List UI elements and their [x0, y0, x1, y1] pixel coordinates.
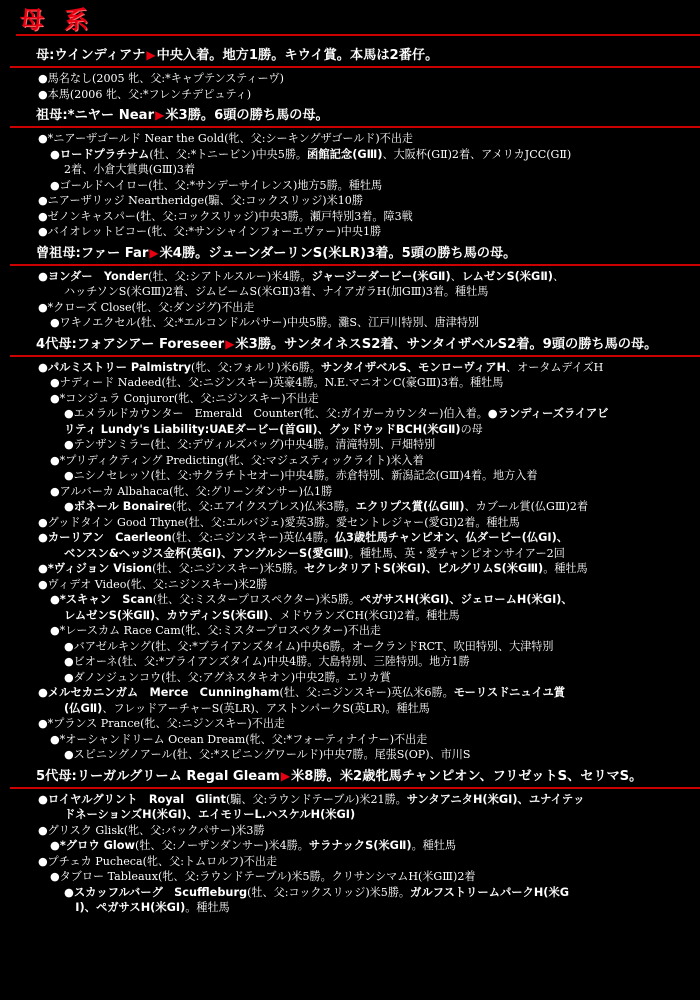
entry-text: ●タブロー Tableaux(牝、父:ラウンドテーブル)米5勝。クリサンシマムH(米GⅢ)2着 — [50, 870, 476, 883]
entry-text: ●バイオレットビコー(牝、父:*サンシャインフォーエヴァー)中央1勝 — [38, 225, 382, 238]
entry-text: ●*プランス Prance(牝、父:ニジンスキー)不出走 — [38, 717, 286, 730]
pedigree-entry — [24, 131, 692, 147]
pedigree-entry — [24, 193, 692, 209]
entry-highlight-text: 仏3歳牡馬チャンピオン、仏ダービー(仏GⅠ)、 — [334, 531, 569, 544]
entry-text: ●本馬(2006 牝、父:*フレンチデピュティ) — [38, 87, 252, 101]
entry-highlight-text: サンタアニタH(米GⅠ)、ユナイテッ — [406, 792, 585, 806]
generation-dam-name: 母:ウインディアナ — [36, 48, 146, 63]
section-divider — [10, 264, 700, 266]
pedigree-entry — [24, 869, 692, 885]
entry-text: ●アルバーカ Albahaca(牝、父:グリーンダンサー)仏1勝 — [50, 484, 333, 498]
pedigree-entry — [24, 670, 692, 686]
entry-text: ●ゼノンキャスパー(牡、父:コックスリッジ)中央3勝。瀬戸特別3着。障3戦 — [38, 209, 413, 223]
section-divider — [10, 355, 700, 357]
entry-text: 、メドウランズCH(米GⅠ)2着。種牡馬 — [268, 608, 460, 622]
entry-highlight-text: サンタイザベルS、モンローヴィアH — [320, 360, 507, 374]
maternal-line-content — [24, 42, 692, 916]
pedigree-entry — [24, 87, 692, 103]
entry-text: ●スピニングノアール(牡、父:*スピニングワールド)中央7勝。尾張S(OP)、市川S — [64, 748, 471, 761]
pedigree-entry — [24, 437, 692, 453]
pedigree-entry — [24, 732, 692, 748]
entry-text: 。種牡馬、英・愛チャンピオンサイアー2回 — [348, 546, 565, 560]
pedigree-entry — [24, 360, 692, 376]
entry-highlight-text: ●*スキャン Scan — [50, 593, 153, 606]
entry-text: (牡、父:シアトルスルー)米4勝。 — [148, 269, 312, 283]
pedigree-entry — [24, 885, 692, 901]
entry-highlight-text: ●*グロウ Glow — [50, 839, 135, 852]
pedigree-entry — [24, 422, 692, 438]
entry-text: ●エメラルドカウンター Emerald Counter(牝、父:ガイガーカウンター)伯入着。 — [64, 407, 488, 420]
pedigree-entry — [24, 391, 692, 407]
pedigree-entry — [24, 716, 692, 732]
entry-highlight-text: ●パルミストリー Palmistry — [38, 360, 192, 374]
entry-highlight-text: レムゼンS(米GⅡ) — [461, 269, 553, 283]
entry-text: ●テンザンミラー(牡、父:デヴィルズバッグ)中央4勝。清滝特別、戸畑特別 — [64, 438, 436, 451]
entry-text: (牡、父:*トニービン)中央5勝。 — [149, 147, 308, 161]
arrow-right-icon: ▶ — [280, 768, 291, 783]
pedigree-entry — [24, 608, 692, 624]
entry-text: 、 — [450, 269, 462, 283]
title-bar — [16, 4, 700, 36]
pedigree-entry — [24, 147, 692, 163]
entry-text: (牝、父:エアイクスプレス)仏米3勝。 — [171, 500, 356, 513]
entry-highlight-text: エクリプス賞(仏GⅢ) — [355, 500, 465, 513]
pedigree-entry — [24, 546, 692, 562]
generation-dam-name: 祖母:*ニヤー Near — [36, 108, 155, 123]
page-title: 母 系 — [20, 6, 95, 34]
entry-highlight-text: レムゼンS(米GⅡ)、カウディンS(米GⅡ) — [64, 608, 269, 622]
pedigree-entry — [24, 685, 692, 701]
entry-text: ●ニアーザリッジ Neartheridge(騸、父:コックスリッジ)米10勝 — [38, 194, 363, 207]
generation-dam-record: 米3勝。6頭の勝ち馬の母。 — [165, 108, 329, 123]
entry-text: (牡、父:ニジンスキー)英仏米6勝。 — [279, 686, 454, 699]
generation-heading — [24, 106, 692, 125]
entry-text: 。種牡馬 — [185, 901, 230, 914]
entry-text: ●ニシノセレッソ(牡、父:サクラチトセオー)中央4勝。赤倉特別、新潟記念(GⅢ)4着。地方入着 — [64, 469, 538, 482]
entry-text: の母 — [460, 422, 483, 436]
section-divider — [10, 787, 700, 789]
entry-text: ●グリスク Glisk(牝、父:バックパサー)米3勝 — [38, 823, 265, 837]
section-divider — [10, 66, 700, 68]
entry-text: ●バアゼルキング(牡、父:*ブライアンズタイム)中央6勝。オークランドRCT、吹田特別、大津特別 — [64, 639, 554, 653]
entry-text: ●ゴールドヘイロー(牡、父:*サンデーサイレンス)地方5勝。種牡馬 — [50, 178, 383, 192]
entry-highlight-text: セクレタリアトS(米GⅠ)、ピルグリムS(米GⅢ) — [304, 562, 544, 575]
pedigree-entry — [24, 406, 692, 422]
generation-heading — [24, 767, 692, 786]
arrow-right-icon: ▶ — [146, 48, 156, 62]
generation-dam-record: 中央入着。地方1勝。キウイ賞。本馬は2番仔。 — [156, 48, 439, 63]
entry-text: 、カブール賞(仏GⅢ)2着 — [464, 500, 589, 513]
entry-highlight-text: ●ロードプラチナム — [50, 147, 150, 161]
entry-text: ハッチソンS(米GⅢ)2着、ジムビームS(米GⅡ)3着、ナイアガラH(加GⅢ)3着。種牡馬 — [64, 285, 489, 298]
pedigree-entry — [24, 178, 692, 194]
entry-text: ●ヴィデオ Video(牝、父:ニジンスキー)米2勝 — [38, 577, 268, 591]
arrow-right-icon: ▶ — [149, 245, 159, 260]
pedigree-entry — [24, 499, 692, 515]
pedigree-entry — [24, 209, 692, 225]
entry-highlight-text: ●*ヴィジョン Vision — [38, 562, 153, 575]
pedigree-entry — [24, 162, 692, 178]
pedigree-entry — [24, 838, 692, 854]
pedigree-entry — [24, 592, 692, 608]
pedigree-entry — [24, 792, 692, 808]
entry-highlight-text: ●ボネール Bonaire — [64, 500, 172, 513]
entry-highlight-text: モーリスドニュイユ賞 — [453, 686, 566, 699]
pedigree-entry — [24, 701, 692, 717]
generation-dam-record: 米3勝。サンタイネスS2着、サンタイザベルS2着。9頭の勝ち馬の母。 — [235, 336, 658, 352]
entry-text: (牡、父:コックスリッジ)米5勝。 — [247, 885, 411, 899]
generation-heading — [24, 46, 692, 65]
entry-highlight-text: ペガサスH(米GⅠ)、ジェロームH(米GⅠ)、 — [360, 593, 573, 606]
entry-highlight-text: ●スカッフルバーグ Scuffleburg — [64, 885, 248, 899]
entry-text: ●*オーシャンドリーム Ocean Dream(牝、父:*フォーティナイナー)不出走 — [50, 732, 428, 746]
generation-heading — [24, 335, 692, 354]
pedigree-entry — [24, 315, 692, 331]
generation-dam-name: 4代母:フォアシアー Foreseer — [36, 336, 225, 352]
entry-highlight-text: ガルフストリームパークH(米G — [410, 885, 570, 899]
entry-highlight-text: ●ロイヤルグリント Royal Glint — [38, 792, 226, 806]
pedigree-entry — [24, 577, 692, 593]
entry-highlight-text: ドネーションズH(米GⅠ)、エイモリーL.ハスケルH(米GⅠ) — [64, 808, 356, 821]
generation-dam-record: 米8勝。米2歳牝馬チャンピオン、フリゼットS、セリマS。 — [291, 768, 643, 784]
entry-text: ●ナディード Nadeed(牡、父:ニジンスキー)英豪4勝。N.E.マニオンC(豪GⅢ)3着。種牡馬 — [50, 376, 504, 389]
pedigree-entry — [24, 71, 692, 87]
entry-highlight-text: ●ヨンダー Yonder — [38, 269, 149, 283]
pedigree-entry — [24, 269, 692, 285]
entry-text: 、フレッドアーチャーS(英LR)、アストンパークS(英LR)。種牡馬 — [102, 701, 430, 715]
pedigree-entry — [24, 623, 692, 639]
entry-text: ●ダノンジュンコウ(牡、父:アグネスタキオン)中央2勝。エリカ賞 — [64, 670, 391, 684]
entry-text: ●馬名なし(2005 牝、父:*キャプテンスティーヴ) — [38, 72, 284, 85]
entry-text: ●ビオーネ(牡、父:*ブライアンズタイム)中央4勝。大島特別、三陸特別。地方1勝 — [64, 655, 470, 668]
entry-text: (牡、父:ニジンスキー)米5勝。 — [152, 562, 305, 575]
pedigree-entry — [24, 530, 692, 546]
arrow-right-icon: ▶ — [225, 336, 235, 351]
entry-highlight-text: リティ Lundy's Liability:UAEダービー(首GⅡ)、グッドウッドBCH(米GⅡ) — [64, 422, 461, 436]
entry-text: ●グッドタイン Good Thyne(牡、父:エルバジェ)愛英3勝。愛セントレジャー(愛GⅠ)2着。種牡馬 — [38, 515, 520, 529]
pedigree-entry — [24, 484, 692, 500]
pedigree-entry — [24, 515, 692, 531]
entry-text: 。種牡馬 — [411, 839, 456, 852]
entry-text: (牡、父:ミスタープロスペクター)米5勝。 — [152, 593, 361, 606]
entry-text: ●プチェカ Pucheca(牝、父:トムロルフ)不出走 — [38, 854, 278, 868]
entry-text: (牝、父:フォルリ)米6勝。 — [191, 360, 321, 374]
entry-highlight-text: ●ランディーズライアビ — [487, 407, 609, 420]
entry-highlight-text: サラナックS(米GⅡ) — [308, 839, 412, 852]
entry-highlight-text: ●カーリアン Caerleon — [38, 531, 172, 544]
pedigree-entry — [24, 747, 692, 763]
entry-highlight-text: (仏GⅡ) — [64, 701, 103, 715]
section-divider — [10, 126, 700, 128]
entry-text: (騸、父:ラウンドテーブル)米21勝。 — [225, 792, 407, 806]
entry-highlight-text: ●メルセカニンガム Merce Cunningham — [38, 686, 280, 699]
entry-text: (牡、父:ノーザンダンサー)米4勝。 — [134, 839, 309, 852]
entry-text: 、オータムデイズH — [506, 360, 604, 374]
pedigree-entry — [24, 854, 692, 870]
pedigree-entry — [24, 823, 692, 839]
entry-highlight-text: ベンスン&ヘッジス金杯(英GⅠ)、アングルシーS(愛GⅢ) — [64, 546, 349, 560]
entry-highlight-text: Ⅰ)、ペガサスH(米GⅠ) — [64, 901, 186, 914]
generation-dam-name: 曾祖母:ファー Far — [36, 245, 149, 261]
pedigree-entry — [24, 284, 692, 300]
entry-text: 、 — [552, 269, 565, 283]
entry-text: ●*ニアーザゴールド Near the Gold(牝、父:シーキングザゴールド)不出走 — [38, 132, 414, 145]
pedigree-entry — [24, 654, 692, 670]
pedigree-entry — [24, 639, 692, 655]
generation-heading — [24, 244, 692, 263]
generation-dam-record: 米4勝。ジューンダーリンS(米LR)3着。5頭の勝ち馬の母。 — [159, 245, 517, 261]
pedigree-entry — [24, 561, 692, 577]
entry-text: 。種牡馬 — [543, 562, 588, 575]
arrow-right-icon: ▶ — [155, 108, 165, 122]
pedigree-entry — [24, 300, 692, 316]
entry-text: 2着、小倉大賞典(GⅢ)3着 — [64, 163, 196, 176]
pedigree-entry — [24, 224, 692, 240]
entry-text: ●*クローズ Close(牝、父:ダンジグ)不出走 — [38, 300, 255, 314]
entry-text: 、大阪杯(GⅡ)2着、アメリカJCC(GⅡ) — [382, 147, 572, 161]
entry-highlight-text: 函館記念(GⅢ) — [307, 147, 383, 161]
entry-text: ●ワキノエクセル(牡、父:*エルコンドルパサー)中央5勝。灘S、江戸川特別、唐津特別 — [50, 316, 480, 329]
entry-highlight-text: ジャージーダービー(米GⅡ) — [311, 269, 451, 283]
pedigree-entry — [24, 807, 692, 823]
entry-text: (牡、父:ニジンスキー)英仏4勝。 — [171, 531, 335, 544]
pedigree-entry — [24, 900, 692, 916]
pedigree-entry — [24, 453, 692, 469]
entry-text: ●*レースカム Race Cam(牝、父:ミスタープロスペクター)不出走 — [50, 624, 382, 637]
pedigree-entry — [24, 375, 692, 391]
entry-text: ●*プリディクティング Predicting(牝、父:マジェスティックライト)米入着 — [50, 453, 424, 467]
generation-dam-name: 5代母:リーガルグリーム Regal Gleam — [36, 768, 280, 784]
entry-text: ●*コンジュラ Conjuror(牝、父:ニジンスキー)不出走 — [50, 391, 319, 405]
pedigree-entry — [24, 468, 692, 484]
